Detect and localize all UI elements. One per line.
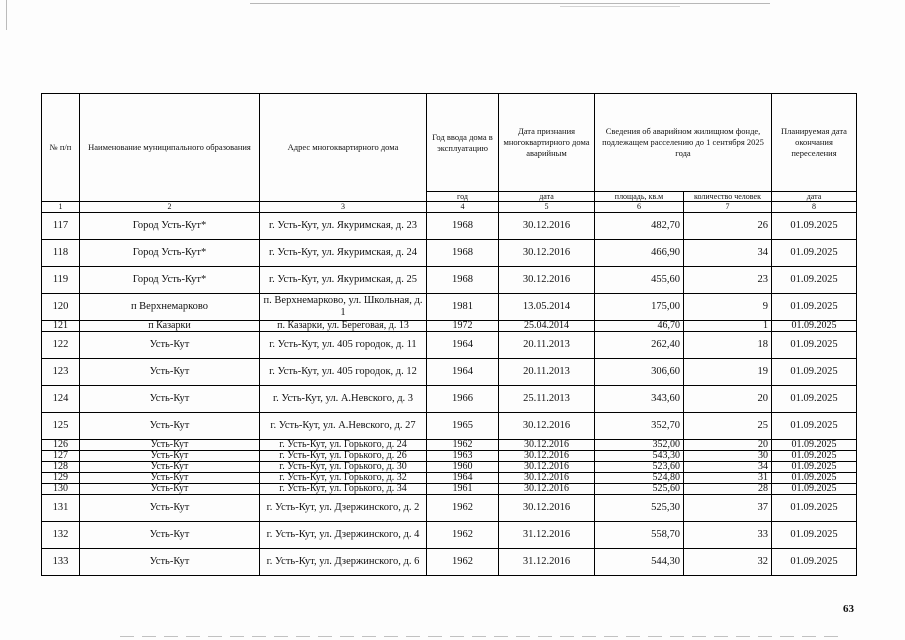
people-cell: 30 (684, 451, 772, 462)
table-row (42, 413, 857, 440)
header-plan: Планируемая дата окончания переселения (772, 94, 857, 192)
row-number: 132 (42, 522, 80, 549)
date-cell: 30.12.2016 (499, 240, 595, 267)
date-cell: 13.05.2014 (499, 294, 595, 321)
date-cell: 30.12.2016 (499, 451, 595, 462)
municipality-cell: Усть-Кут (80, 484, 260, 495)
plan-date-cell: 01.09.2025 (772, 462, 857, 473)
row-number: 125 (42, 413, 80, 440)
municipality-cell: п Верхнемарково (80, 294, 260, 321)
table-row (42, 240, 857, 267)
plan-date-cell: 01.09.2025 (772, 440, 857, 451)
column-number: 2 (80, 202, 260, 213)
municipality-cell: Усть-Кут (80, 386, 260, 413)
column-number: 3 (260, 202, 427, 213)
address-cell: п. Верхнемарково, ул. Школьная, д. 1 (260, 294, 427, 321)
scan-artifact (6, 0, 7, 30)
subheader-date: дата (499, 192, 595, 202)
table-row (42, 462, 857, 473)
plan-date-cell: 01.09.2025 (772, 359, 857, 386)
date-cell: 30.12.2016 (499, 484, 595, 495)
table-row (42, 495, 857, 522)
table-row (42, 386, 857, 413)
year-cell: 1960 (427, 462, 499, 473)
area-cell: 523,60 (595, 462, 684, 473)
address-cell: г. Усть-Кут, ул. Горького, д. 24 (260, 440, 427, 451)
people-cell: 34 (684, 240, 772, 267)
address-cell: г. Усть-Кут, ул. Дзержинского, д. 6 (260, 549, 427, 576)
row-number: 119 (42, 267, 80, 294)
emergency-housing-table (41, 93, 857, 576)
header-municipality: Наименование муниципального образования (80, 94, 260, 202)
scan-artifact (250, 3, 770, 4)
table-row (42, 484, 857, 495)
address-cell: п. Казарки, ул. Береговая, д. 13 (260, 321, 427, 332)
column-number: 1 (42, 202, 80, 213)
address-cell: г. Усть-Кут, ул. Горького, д. 34 (260, 484, 427, 495)
row-number: 124 (42, 386, 80, 413)
page-number: 63 (843, 603, 854, 615)
year-cell: 1963 (427, 451, 499, 462)
plan-date-cell: 01.09.2025 (772, 321, 857, 332)
address-cell: г. Усть-Кут, ул. А.Невского, д. 27 (260, 413, 427, 440)
area-cell: 306,60 (595, 359, 684, 386)
plan-date-cell: 01.09.2025 (772, 484, 857, 495)
table-row (42, 451, 857, 462)
address-cell: г. Усть-Кут, ул. Горького, д. 26 (260, 451, 427, 462)
row-number: 118 (42, 240, 80, 267)
address-cell: г. Усть-Кут, ул. Горького, д. 32 (260, 473, 427, 484)
municipality-cell: Усть-Кут (80, 495, 260, 522)
people-cell: 23 (684, 267, 772, 294)
plan-date-cell: 01.09.2025 (772, 473, 857, 484)
address-cell: г. Усть-Кут, ул. Дзержинского, д. 4 (260, 522, 427, 549)
date-cell: 25.04.2014 (499, 321, 595, 332)
people-cell: 20 (684, 386, 772, 413)
people-cell: 34 (684, 462, 772, 473)
plan-date-cell: 01.09.2025 (772, 451, 857, 462)
people-cell: 31 (684, 473, 772, 484)
table-row (42, 213, 857, 240)
area-cell: 262,40 (595, 332, 684, 359)
header-address: Адрес многоквартирного дома (260, 94, 427, 202)
table-row (42, 473, 857, 484)
row-number: 126 (42, 440, 80, 451)
year-cell: 1964 (427, 332, 499, 359)
area-cell: 558,70 (595, 522, 684, 549)
year-cell: 1962 (427, 495, 499, 522)
people-cell: 28 (684, 484, 772, 495)
address-cell: г. Усть-Кут, ул. Якуримская, д. 24 (260, 240, 427, 267)
area-cell: 543,30 (595, 451, 684, 462)
table-row (42, 359, 857, 386)
date-cell: 31.12.2016 (499, 549, 595, 576)
area-cell: 524,80 (595, 473, 684, 484)
table-row (42, 267, 857, 294)
date-cell: 30.12.2016 (499, 462, 595, 473)
scan-artifact (560, 6, 680, 7)
area-cell: 525,30 (595, 495, 684, 522)
area-cell: 352,00 (595, 440, 684, 451)
area-cell: 482,70 (595, 213, 684, 240)
date-cell: 31.12.2016 (499, 522, 595, 549)
header-num: № п/п (42, 94, 80, 202)
date-cell: 30.12.2016 (499, 413, 595, 440)
year-cell: 1972 (427, 321, 499, 332)
plan-date-cell: 01.09.2025 (772, 495, 857, 522)
header-info: Сведения об аварийном жилищном фонде, подлежащем расселению до 1 сентября 2025 года (595, 94, 772, 192)
column-number: 4 (427, 202, 499, 213)
address-cell: г. Усть-Кут, ул. 405 городок, д. 12 (260, 359, 427, 386)
row-number: 129 (42, 473, 80, 484)
year-cell: 1968 (427, 267, 499, 294)
address-cell: г. Усть-Кут, ул. Дзержинского, д. 2 (260, 495, 427, 522)
year-cell: 1964 (427, 473, 499, 484)
table-row (42, 294, 857, 321)
date-cell: 20.11.2013 (499, 359, 595, 386)
municipality-cell: Усть-Кут (80, 440, 260, 451)
date-cell: 25.11.2013 (499, 386, 595, 413)
address-cell: г. Усть-Кут, ул. А.Невского, д. 3 (260, 386, 427, 413)
year-cell: 1961 (427, 484, 499, 495)
date-cell: 30.12.2016 (499, 495, 595, 522)
column-number: 6 (595, 202, 684, 213)
plan-date-cell: 01.09.2025 (772, 332, 857, 359)
subheader-plan: дата (772, 192, 857, 202)
area-cell: 466,90 (595, 240, 684, 267)
people-cell: 33 (684, 522, 772, 549)
people-cell: 1 (684, 321, 772, 332)
municipality-cell: Усть-Кут (80, 549, 260, 576)
municipality-cell: Усть-Кут (80, 462, 260, 473)
address-cell: г. Усть-Кут, ул. Якуримская, д. 25 (260, 267, 427, 294)
column-number: 5 (499, 202, 595, 213)
table-row (42, 522, 857, 549)
area-cell: 46,70 (595, 321, 684, 332)
header-year: Год ввода дома в эксплуатацию (427, 94, 499, 192)
subheader-year: год (427, 192, 499, 202)
people-cell: 37 (684, 495, 772, 522)
row-number: 130 (42, 484, 80, 495)
address-cell: г. Усть-Кут, ул. Горького, д. 30 (260, 462, 427, 473)
municipality-cell: Усть-Кут (80, 332, 260, 359)
year-cell: 1964 (427, 359, 499, 386)
municipality-cell: Усть-Кут (80, 473, 260, 484)
column-number: 7 (684, 202, 772, 213)
municipality-cell: Усть-Кут (80, 359, 260, 386)
plan-date-cell: 01.09.2025 (772, 240, 857, 267)
area-cell: 455,60 (595, 267, 684, 294)
year-cell: 1962 (427, 440, 499, 451)
date-cell: 30.12.2016 (499, 213, 595, 240)
municipality-cell: Усть-Кут (80, 413, 260, 440)
people-cell: 32 (684, 549, 772, 576)
plan-date-cell: 01.09.2025 (772, 522, 857, 549)
date-cell: 30.12.2016 (499, 440, 595, 451)
area-cell: 343,60 (595, 386, 684, 413)
year-cell: 1968 (427, 240, 499, 267)
date-cell: 30.12.2016 (499, 267, 595, 294)
year-cell: 1981 (427, 294, 499, 321)
plan-date-cell: 01.09.2025 (772, 267, 857, 294)
municipality-cell: Город Усть-Кут* (80, 267, 260, 294)
plan-date-cell: 01.09.2025 (772, 213, 857, 240)
people-cell: 25 (684, 413, 772, 440)
year-cell: 1965 (427, 413, 499, 440)
municipality-cell: Усть-Кут (80, 522, 260, 549)
date-cell: 20.11.2013 (499, 332, 595, 359)
plan-date-cell: 01.09.2025 (772, 549, 857, 576)
row-number: 131 (42, 495, 80, 522)
table-row (42, 440, 857, 451)
plan-date-cell: 01.09.2025 (772, 294, 857, 321)
table-row (42, 332, 857, 359)
people-cell: 20 (684, 440, 772, 451)
people-cell: 26 (684, 213, 772, 240)
column-number: 8 (772, 202, 857, 213)
header-date: Дата признания многоквартирного дома аварийным (499, 94, 595, 192)
year-cell: 1966 (427, 386, 499, 413)
table-row (42, 549, 857, 576)
area-cell: 175,00 (595, 294, 684, 321)
date-cell: 30.12.2016 (499, 473, 595, 484)
row-number: 123 (42, 359, 80, 386)
row-number: 121 (42, 321, 80, 332)
subheader-people: количество человек (684, 192, 772, 202)
year-cell: 1962 (427, 549, 499, 576)
area-cell: 352,70 (595, 413, 684, 440)
address-cell: г. Усть-Кут, ул. 405 городок, д. 11 (260, 332, 427, 359)
row-number: 128 (42, 462, 80, 473)
row-number: 127 (42, 451, 80, 462)
row-number: 133 (42, 549, 80, 576)
scan-artifact (120, 636, 840, 637)
row-number: 120 (42, 294, 80, 321)
address-cell: г. Усть-Кут, ул. Якуримская, д. 23 (260, 213, 427, 240)
row-number: 117 (42, 213, 80, 240)
municipality-cell: Город Усть-Кут* (80, 213, 260, 240)
plan-date-cell: 01.09.2025 (772, 386, 857, 413)
table-body (42, 213, 857, 576)
municipality-cell: п Казарки (80, 321, 260, 332)
row-number: 122 (42, 332, 80, 359)
area-cell: 544,30 (595, 549, 684, 576)
municipality-cell: Город Усть-Кут* (80, 240, 260, 267)
area-cell: 525,60 (595, 484, 684, 495)
plan-date-cell: 01.09.2025 (772, 413, 857, 440)
table-row (42, 321, 857, 332)
header-row (42, 94, 857, 192)
year-cell: 1968 (427, 213, 499, 240)
column-number-row (42, 202, 857, 213)
people-cell: 18 (684, 332, 772, 359)
subheader-area: площадь, кв.м (595, 192, 684, 202)
year-cell: 1962 (427, 522, 499, 549)
people-cell: 9 (684, 294, 772, 321)
municipality-cell: Усть-Кут (80, 451, 260, 462)
people-cell: 19 (684, 359, 772, 386)
